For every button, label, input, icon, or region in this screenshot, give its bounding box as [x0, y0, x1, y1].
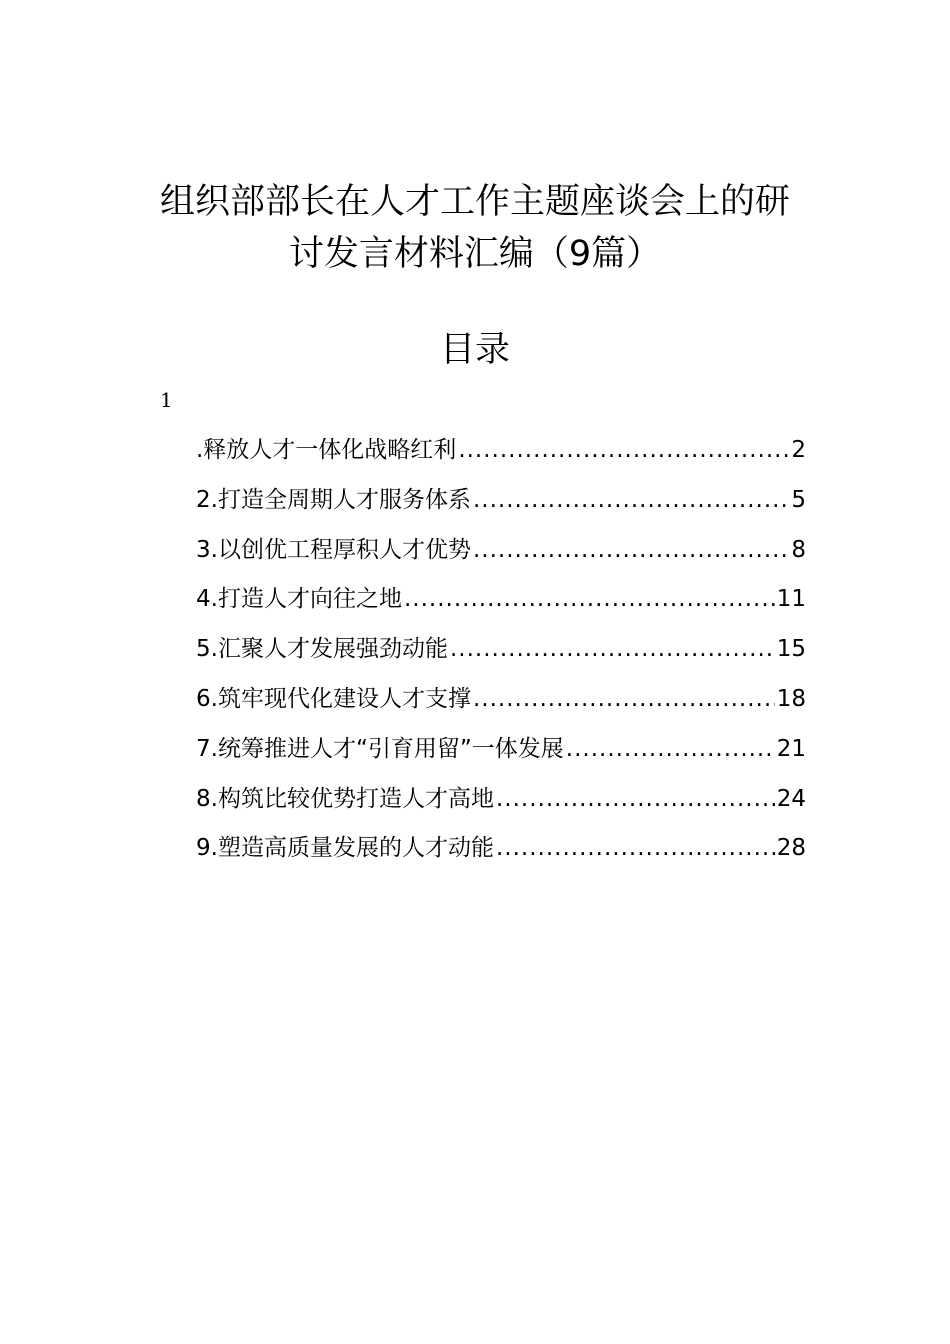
- toc-entry[interactable]: [196, 627, 806, 677]
- toc-entry[interactable]: [196, 428, 806, 478]
- toc-entry-label: .释放人才一体化战略红利: [196, 437, 457, 463]
- toc-leader-dots: [458, 428, 789, 472]
- toc-entry[interactable]: [196, 478, 806, 528]
- toc-entry-label: 3.以创优工程厚积人才优势: [196, 536, 471, 563]
- toc-entry-label: 8.构筑比较优势打造人才高地: [196, 785, 494, 812]
- toc-entry[interactable]: [196, 677, 806, 727]
- toc-entry[interactable]: [196, 826, 806, 876]
- document-title: [120, 176, 830, 280]
- toc-leader-dots: [473, 478, 789, 522]
- toc-entry-label: 5.汇聚人才发展强劲动能: [196, 636, 448, 663]
- toc-entry-label: 6.筑牢现代化建设人才支撑: [196, 685, 471, 712]
- toc-entry-label: 4.打造人才向往之地: [196, 586, 402, 613]
- toc-entry-page: 11: [776, 586, 806, 613]
- toc-entry[interactable]: [196, 577, 806, 627]
- toc-entry-page: 28: [776, 835, 806, 862]
- toc-leader-dots: [450, 627, 775, 671]
- toc-entry-page: 8: [791, 536, 806, 563]
- toc-entry[interactable]: [196, 727, 806, 777]
- toc-entry-label: 2.打造全周期人才服务体系: [196, 486, 471, 513]
- toc-entry-page: 2: [791, 437, 806, 463]
- toc-leader-dots: [473, 677, 775, 721]
- toc-entry-label: 7.统筹推进人才“引育用留”一体发展: [196, 735, 564, 762]
- title-line-1: 组织部部长在人才工作主题座谈会上的研: [159, 182, 790, 222]
- toc-entry-page: 21: [776, 735, 806, 762]
- toc-leader-dots: [473, 528, 789, 572]
- toc-leader-dots: [496, 777, 775, 821]
- toc-leader-dots: [404, 577, 775, 621]
- toc-leader-dots: [496, 826, 775, 870]
- toc-heading: 目录: [439, 330, 510, 370]
- toc-entry-page: 24: [776, 785, 806, 812]
- list-marker: 1: [160, 388, 173, 412]
- toc-entry[interactable]: [196, 777, 806, 827]
- table-of-contents: [196, 428, 806, 876]
- title-line-2: 讨发言材料汇编（9篇）: [288, 234, 662, 274]
- toc-entry[interactable]: [196, 528, 806, 578]
- toc-entry-label: 9.塑造高质量发展的人才动能: [196, 835, 494, 862]
- toc-entry-page: 15: [776, 636, 806, 663]
- toc-entry-page: 18: [776, 685, 806, 712]
- toc-entry-page: 5: [791, 486, 806, 513]
- toc-leader-dots: [566, 727, 775, 771]
